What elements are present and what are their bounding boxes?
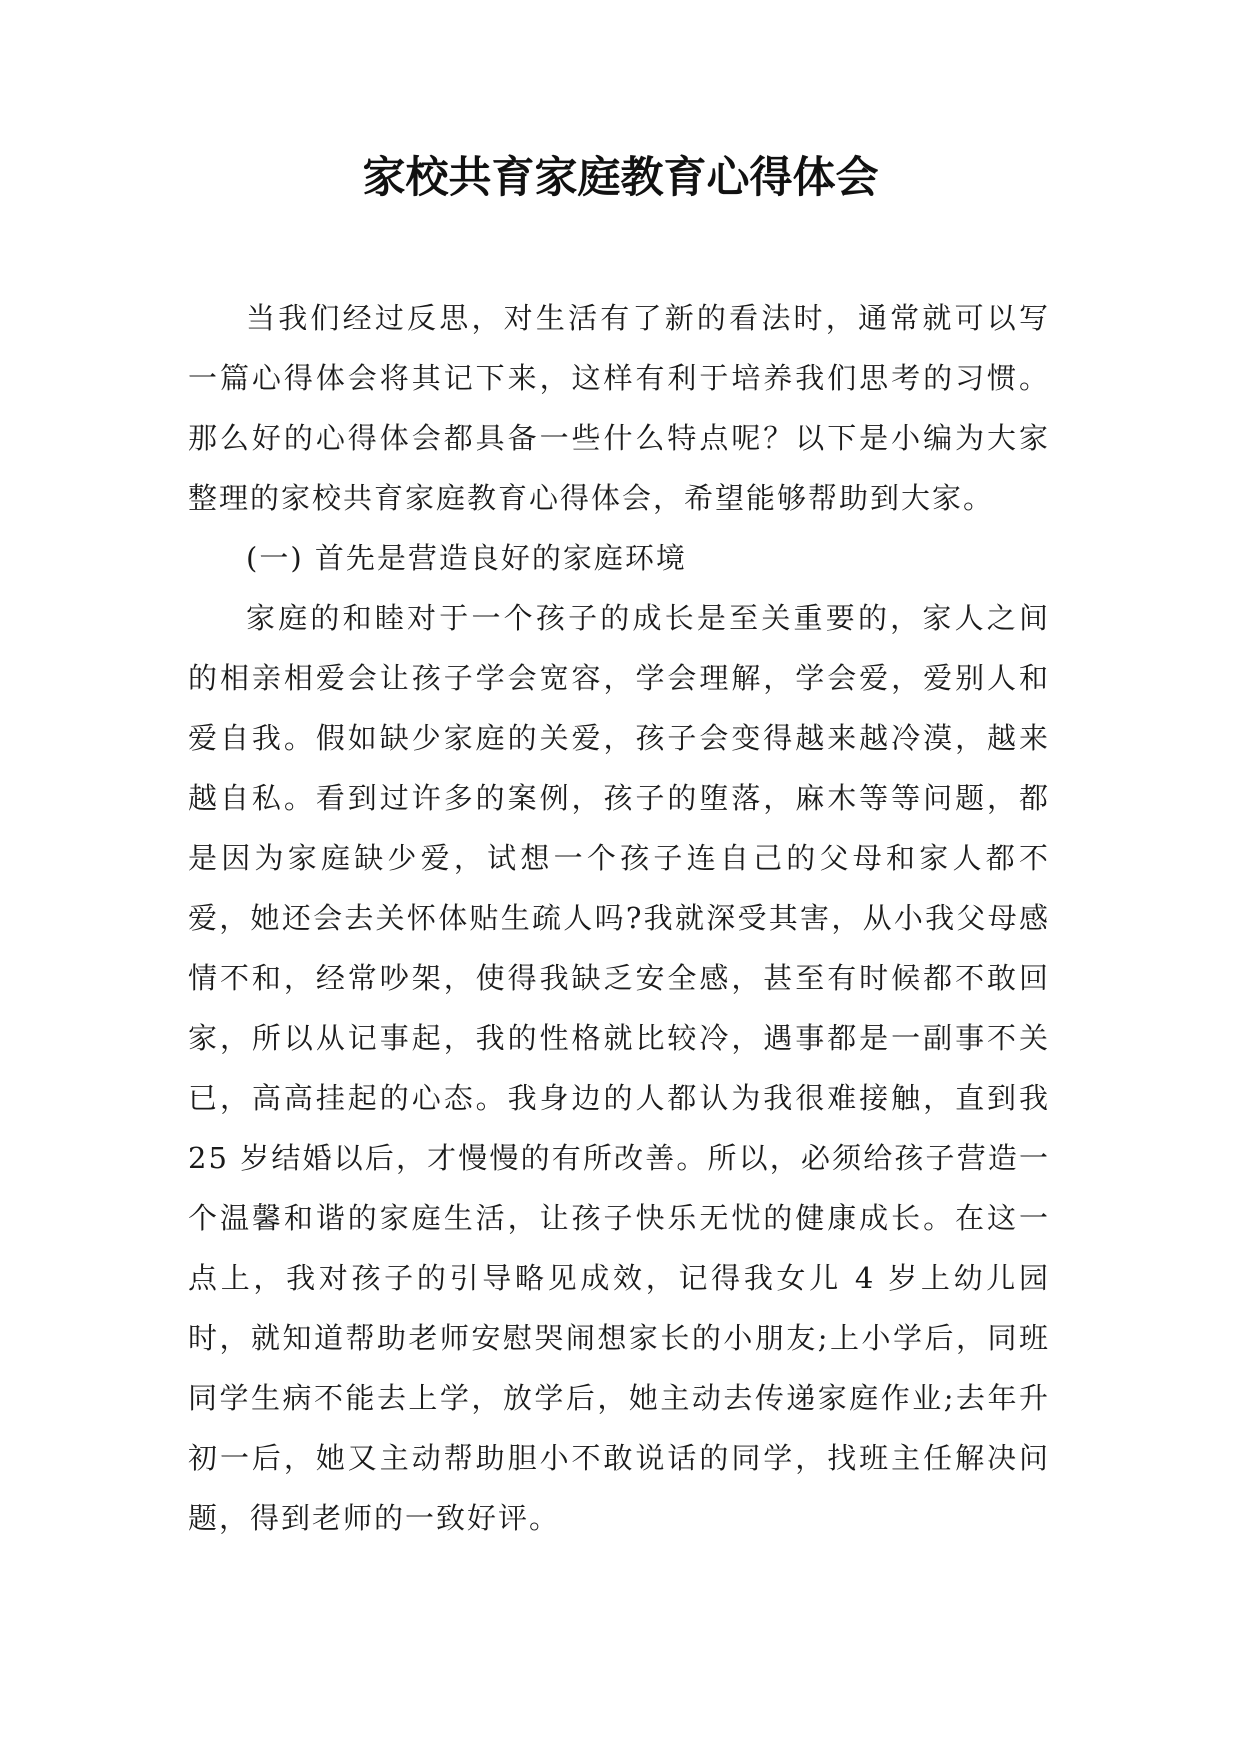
document-title: 家校共育家庭教育心得体会 [362, 153, 879, 203]
paragraph-intro: 当我们经过反思，对生活有了新的看法时，通常就可以写一篇心得体会将其记下来，这样有利于培养我们思考的习惯。那么好的心得体会都具备一些什么特点呢？以下是小编为大家整理的家校共育家庭教育心得体会，希望能够帮助到大家。 [188, 301, 1050, 515]
document-body [188, 288, 1050, 1548]
paragraph-family-environment: 家庭的和睦对于一个孩子的成长是至关重要的，家人之间的相亲相爱会让孩子学会宽容，学会理解，学会爱，爱别人和爱自我。假如缺少家庭的关爱，孩子会变得越来越冷漠，越来越自私。看到过许多的案例，孩子的堕落，麻木等等问题，都是因为家庭缺少爱，试想一个孩子连自己的父母和家人都不爱，她还会去关怀体贴生疏人吗?我就深受其害，从小我父母感情不和，经常吵架，使得我缺乏安全感，甚至有时候都不敢回家，所以从记事起，我的性格就比较冷，遇事都是一副事不关已，高高挂起的心态。我身边的人都认为我很难接触，直到我 25 岁结婚以后，才慢慢的有所改善。所以，必须给孩子营造一个温馨和谐的家庭生活，让孩子快乐无忧的健康成长。在这一点上，我对孩子的引导略见成效，记得我女儿 4 岁上幼儿园时，就知道帮助老师安慰哭闹想家长的小朋友;上小学后，同班同学生病不能去上学，放学后，她主动去传递家庭作业;去年升初一后，她又主动帮助胆小不敢说话的同学，找班主任解决问题，得到老师的一致好评。 [188, 601, 1050, 1535]
section-heading: (一) 首先是营造良好的家庭环境 [246, 541, 687, 575]
